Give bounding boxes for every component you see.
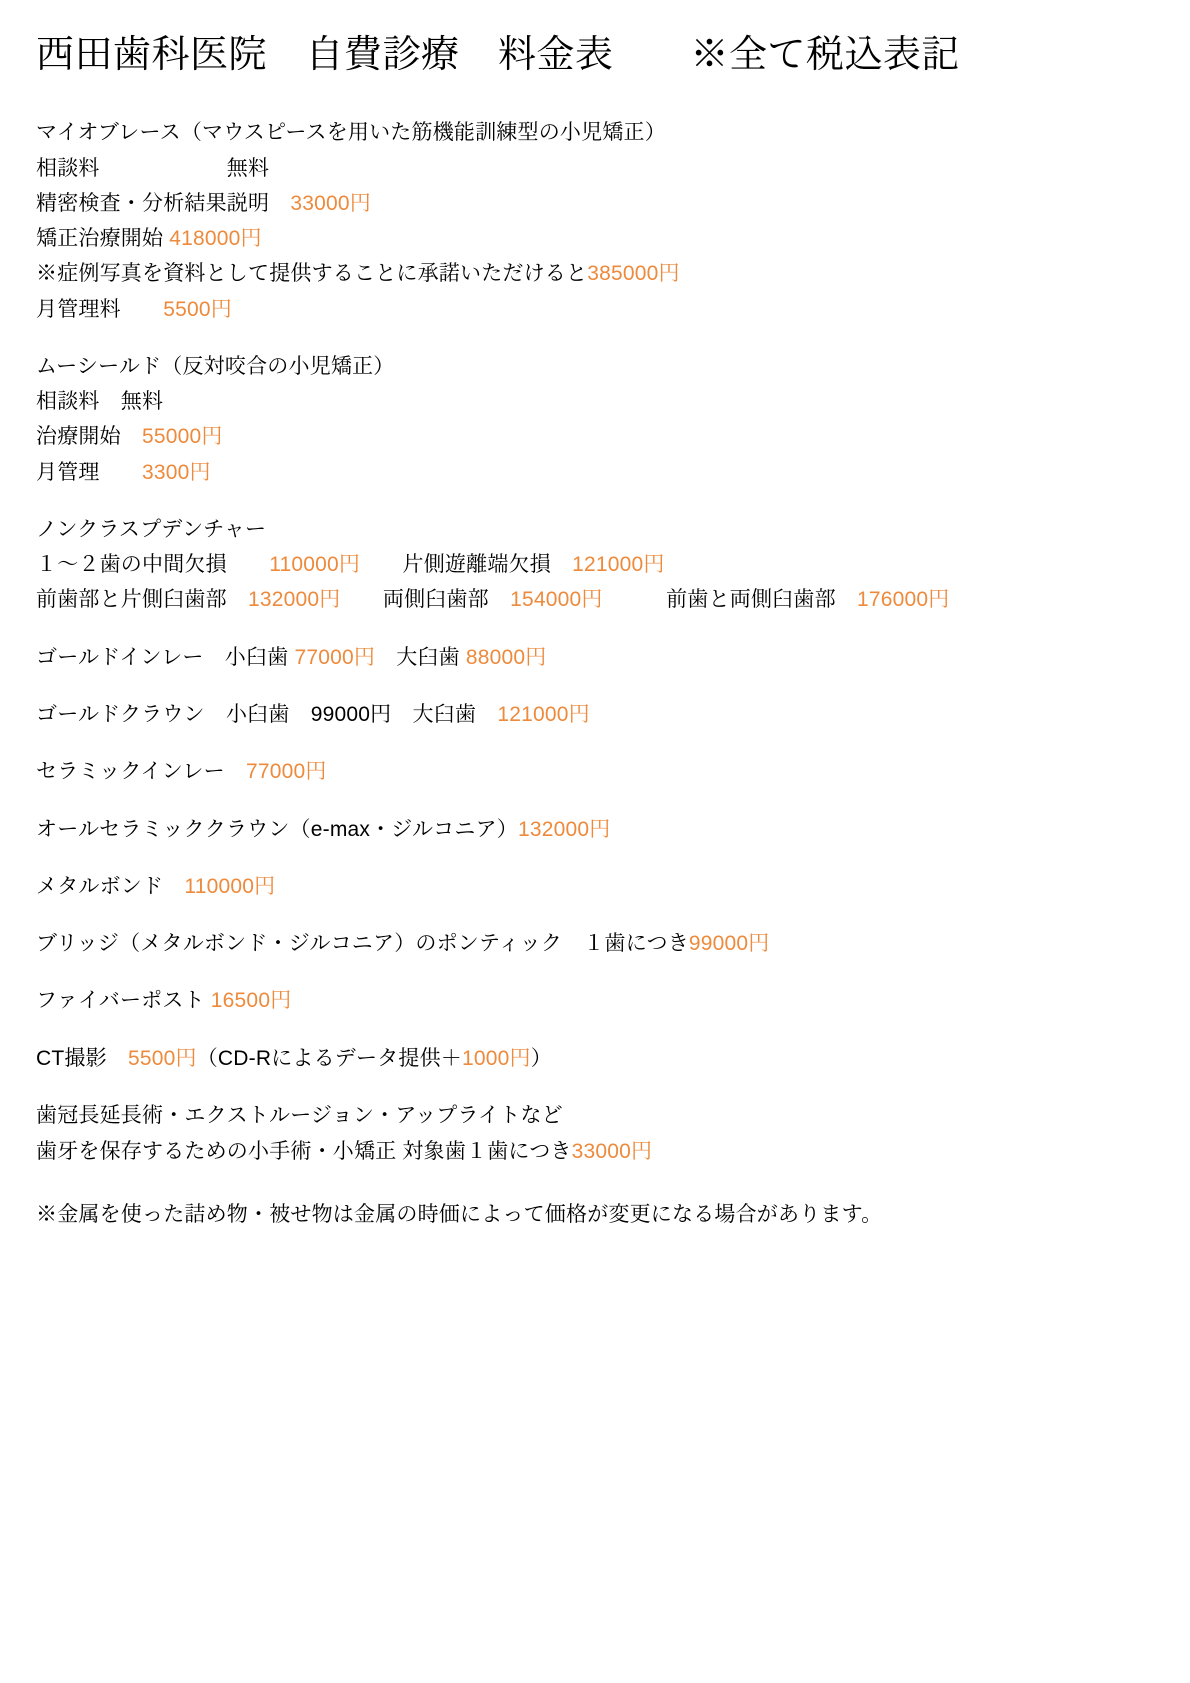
section-mooshield (36, 349, 1154, 490)
price-row (36, 151, 1154, 186)
row-label: 精密検査・分析結果説明 (36, 191, 291, 215)
row-price: 132000円 (248, 588, 341, 612)
price-row (36, 1041, 1154, 1076)
section-myobrace (36, 115, 1154, 327)
row-label: １〜２歯の中間欠損 (36, 553, 270, 577)
row-label: 矯正治療開始 (36, 227, 170, 251)
row-price: 77000円 (246, 760, 327, 784)
row-label: 相談料 無料 (36, 390, 164, 414)
row-price: 55000円 (142, 425, 223, 449)
price-row (36, 812, 1154, 847)
section-heading: ノンクラスプデンチャー (36, 517, 267, 541)
page-title: 西田歯科医院 自費診療 料金表 ※全て税込表記 (36, 34, 961, 76)
price-row (36, 869, 1154, 904)
item-ct-scan (36, 1041, 1154, 1076)
price-row (36, 292, 1154, 327)
row-label: ※症例写真を資料として提供することに承諾いただけると (36, 262, 588, 286)
row-label: 相談料 無料 (36, 156, 270, 180)
price-row (36, 256, 1154, 291)
price-row (36, 697, 1154, 732)
price-row (36, 754, 1154, 789)
row-label: 月管理 (36, 460, 142, 484)
row-label: メタルボンド (36, 874, 185, 898)
row-label: 歯牙を保存するための小手術・小矯正 対象歯１歯につき (36, 1139, 572, 1163)
row-label-2: （CD-Rによるデータ提供＋ (196, 1046, 463, 1070)
price-row (36, 926, 1154, 961)
item-gold-crown (36, 697, 1154, 732)
price-row (36, 983, 1154, 1018)
item-fiber-post (36, 983, 1154, 1018)
row-price: 77000円 (294, 645, 376, 669)
row-label-3: 前歯と両側臼歯部 (602, 588, 857, 612)
price-row (36, 186, 1154, 221)
row-label-3: ） (530, 1046, 552, 1070)
price-row (36, 1134, 1154, 1170)
row-label-2: 片側遊離端欠損 (360, 553, 573, 577)
price-row (36, 582, 1154, 617)
row-price-2: 1000円 (462, 1046, 531, 1070)
price-row (36, 384, 1154, 419)
surgery-line-1: 歯冠長延長術・エクストルージョン・アップライトなど (36, 1103, 563, 1127)
row-label: ファイバーポスト (36, 989, 211, 1013)
row-price-2: 88000円 (465, 645, 547, 669)
row-price: 418000円 (169, 227, 262, 251)
row-label: ゴールドクラウン 小臼歯 99000円 大臼歯 (36, 703, 498, 727)
row-price-2: 154000円 (510, 588, 603, 612)
row-price: 385000円 (587, 262, 680, 286)
section-non-clasp-denture (36, 512, 1154, 618)
row-price: 110000円 (269, 553, 361, 577)
price-row (36, 221, 1154, 256)
row-price-3: 176000円 (856, 588, 950, 612)
row-label-2: 両側臼歯部 (340, 588, 511, 612)
row-price: 5500円 (163, 297, 232, 321)
row-price: 33000円 (571, 1139, 653, 1163)
row-price: 33000円 (290, 191, 372, 215)
row-label: ゴールドインレー 小臼歯 (36, 645, 295, 669)
item-metal-bond (36, 869, 1154, 904)
row-label: CT撮影 (36, 1046, 128, 1070)
row-price: 5500円 (128, 1046, 197, 1070)
row-label: セラミックインレー (36, 760, 247, 784)
section-heading: ムーシールド（反対咬合の小児矯正） (36, 354, 395, 378)
price-row (36, 419, 1154, 454)
section-heading: マイオブレース（マウスピースを用いた筋機能訓練型の小児矯正） (36, 121, 666, 145)
row-price: 3300円 (142, 460, 211, 484)
section-minor-surgery (36, 1098, 1154, 1169)
price-row (36, 455, 1154, 490)
row-price: 99000円 (688, 932, 770, 956)
row-price: 110000円 (184, 874, 276, 898)
row-label: ブリッジ（メタルボンド・ジルコニア）のポンティック １歯につき (36, 932, 689, 956)
row-label: オールセラミッククラウン（e-max・ジルコニア） (36, 817, 518, 841)
row-label: 月管理料 (36, 297, 164, 321)
price-row (36, 640, 1154, 675)
row-label-2: 大臼歯 (375, 645, 466, 669)
item-gold-inlay (36, 640, 1154, 675)
row-label: 治療開始 (36, 425, 142, 449)
price-row (36, 547, 1154, 582)
row-price: 121000円 (497, 703, 590, 727)
item-all-ceramic-crown (36, 812, 1154, 847)
row-price-2: 121000円 (572, 553, 665, 577)
row-price: 132000円 (517, 817, 611, 841)
row-price: 16500円 (210, 989, 292, 1013)
item-bridge-pontic (36, 926, 1154, 961)
item-ceramic-inlay (36, 754, 1154, 789)
footnote: ※金属を使った詰め物・被せ物は金属の時価によって価格が変更になる場合があります。 (36, 1203, 883, 1227)
row-label: 前歯部と片側臼歯部 (36, 588, 248, 612)
